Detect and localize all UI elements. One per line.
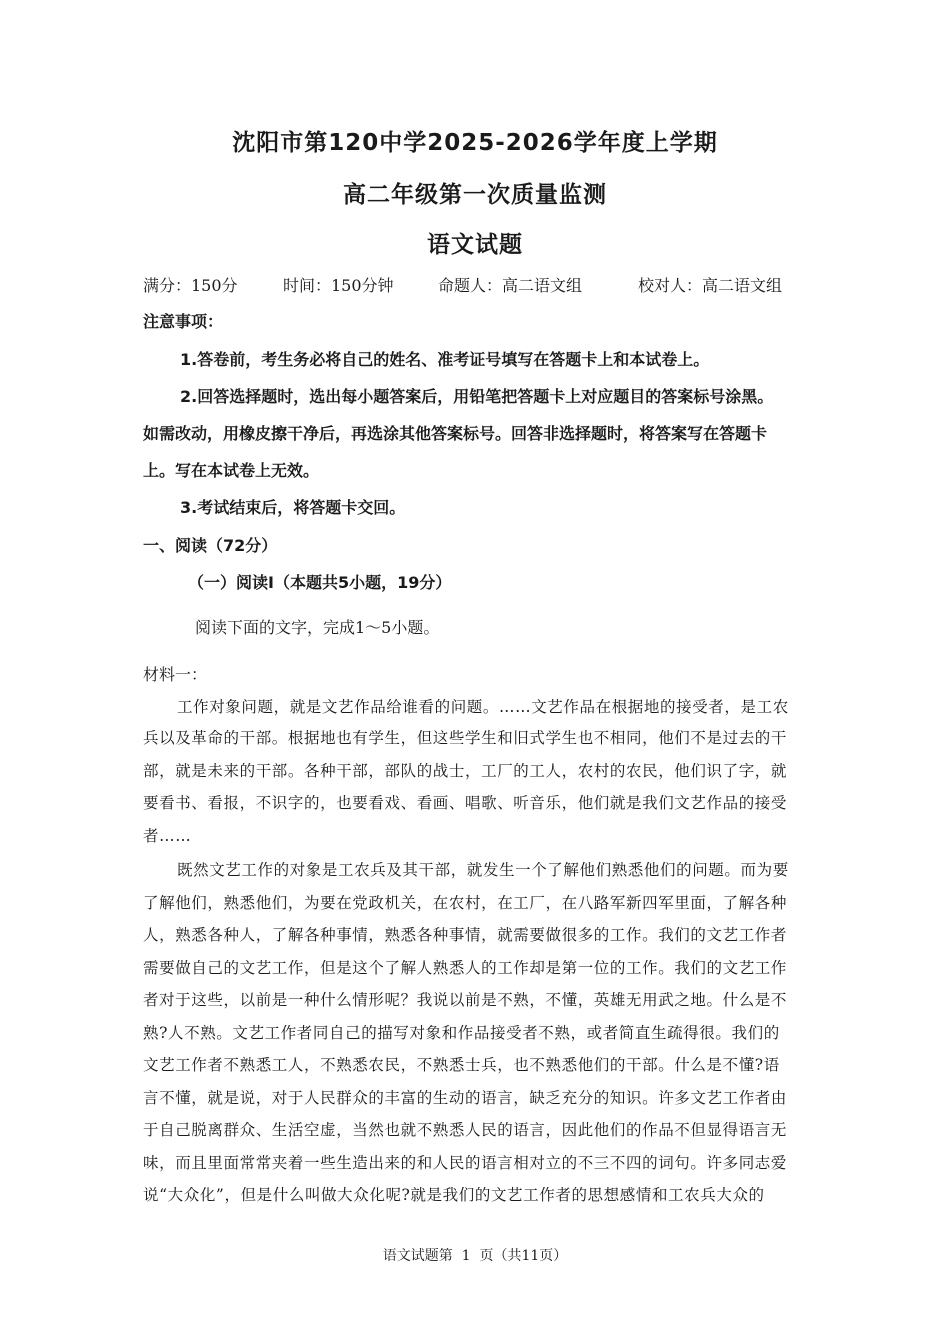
meta-proofreader: 校对人：高二语文组 [638,276,783,295]
passage-line: 部，就是未来的干部。各种干部，部队的战士，工厂的工人，农村的农民，他们识了字，就 [143,762,788,780]
passage-line: 者对于这些，以前是一种什么情形呢？我说以前是不熟，不懂，英雄无用武之地。什么是不 [143,991,788,1009]
passage-line: 熟?人不熟。文艺工作者同自己的描写对象和作品接受者不熟，或者简直生疏得很。我们的 [143,1024,780,1042]
meta-time: 时间：150分钟 [283,276,394,295]
passage-line: 工作对象问题，就是文艺作品给谁看的问题。……文艺作品在根据地的接受者，是工农 [177,698,789,716]
section-part-1: 一、阅读（72分） [143,536,278,555]
exam-title-school: 沈阳市第120中学2025-2026学年度上学期 [232,130,718,156]
notice-item-2-line-1: 2.回答选择题时，选出每小题答案后，用铅笔把答题卡上对应题目的答案标号涂黑。 [180,387,774,406]
passage-line: 了解他们，熟悉他们，为要在党政机关，在农村，在工厂，在八路军新四军里面，了解各种 [143,894,788,912]
passage-line: 味，而且里面常常夹着一些生造出来的和人民的语言相对立的不三不四的词句。许多同志爱 [143,1154,788,1172]
notice-item-1: 1.答卷前，考生务必将自己的姓名、准考证号填写在答题卡上和本试卷上。 [180,350,710,369]
passage-line: 文艺工作者不熟悉工人，不熟悉农民，不熟悉士兵，也不熟悉他们的干部。什么是不懂?语 [143,1056,780,1074]
passage-line: 需要做自己的文艺工作，但是这个了解人熟悉人的工作却是第一位的工作。我们的文艺工作 [143,959,788,977]
exam-title-grade: 高二年级第一次质量监测 [343,182,607,208]
section-sub-1: （一）阅读Ⅰ（本题共5小题，19分） [188,573,452,592]
material-label: 材料一： [143,665,208,684]
notice-heading: 注意事项： [143,312,224,331]
exam-title-subject: 语文试题 [427,232,523,258]
passage-line: 要看书、看报，不识字的，也要看戏、看画、唱歌、听音乐，他们就是我们文艺作品的接受 [143,794,788,812]
passage-line: 说“大众化”，但是什么叫做大众化呢?就是我们的文艺工作者的思想感情和工农兵大众的 [143,1186,765,1204]
passage-line: 者…… [143,827,192,845]
meta-score: 满分：150分 [143,276,238,295]
passage-line: 兵以及革命的干部。根据地也有学生，但这些学生和旧式学生也不相同，他们不是过去的干 [143,729,788,747]
passage-line: 于自己脱离群众、生活空虚，当然也就不熟悉人民的语言，因此他们的作品不但显得语言无 [143,1121,788,1139]
meta-author: 命题人：高二语文组 [438,276,583,295]
passage-line: 言不懂，就是说，对于人民群众的丰富的生动的语言，缺乏充分的知识。许多文艺工作者由 [143,1089,788,1107]
page-footer: 语文试题第 1 页（共11页） [382,1248,568,1264]
notice-item-2-line-3: 上。写在本试卷上无效。 [143,461,320,480]
notice-item-2-line-2: 如需改动，用橡皮擦干净后，再选涂其他答案标号。回答非选择题时，将答案写在答题卡 [143,424,768,443]
passage-line: 既然文艺工作的对象是工农兵及其干部，就发生一个了解他们熟悉他们的问题。而为要 [177,861,789,879]
passage-line: 人，熟悉各种人，了解各种事情，熟悉各种事情，就需要做很多的工作。我们的文艺工作者 [143,926,788,944]
section-instruction: 阅读下面的文字，完成1～5小题。 [195,618,440,637]
notice-item-3: 3.考试结束后，将答题卡交回。 [180,498,406,517]
